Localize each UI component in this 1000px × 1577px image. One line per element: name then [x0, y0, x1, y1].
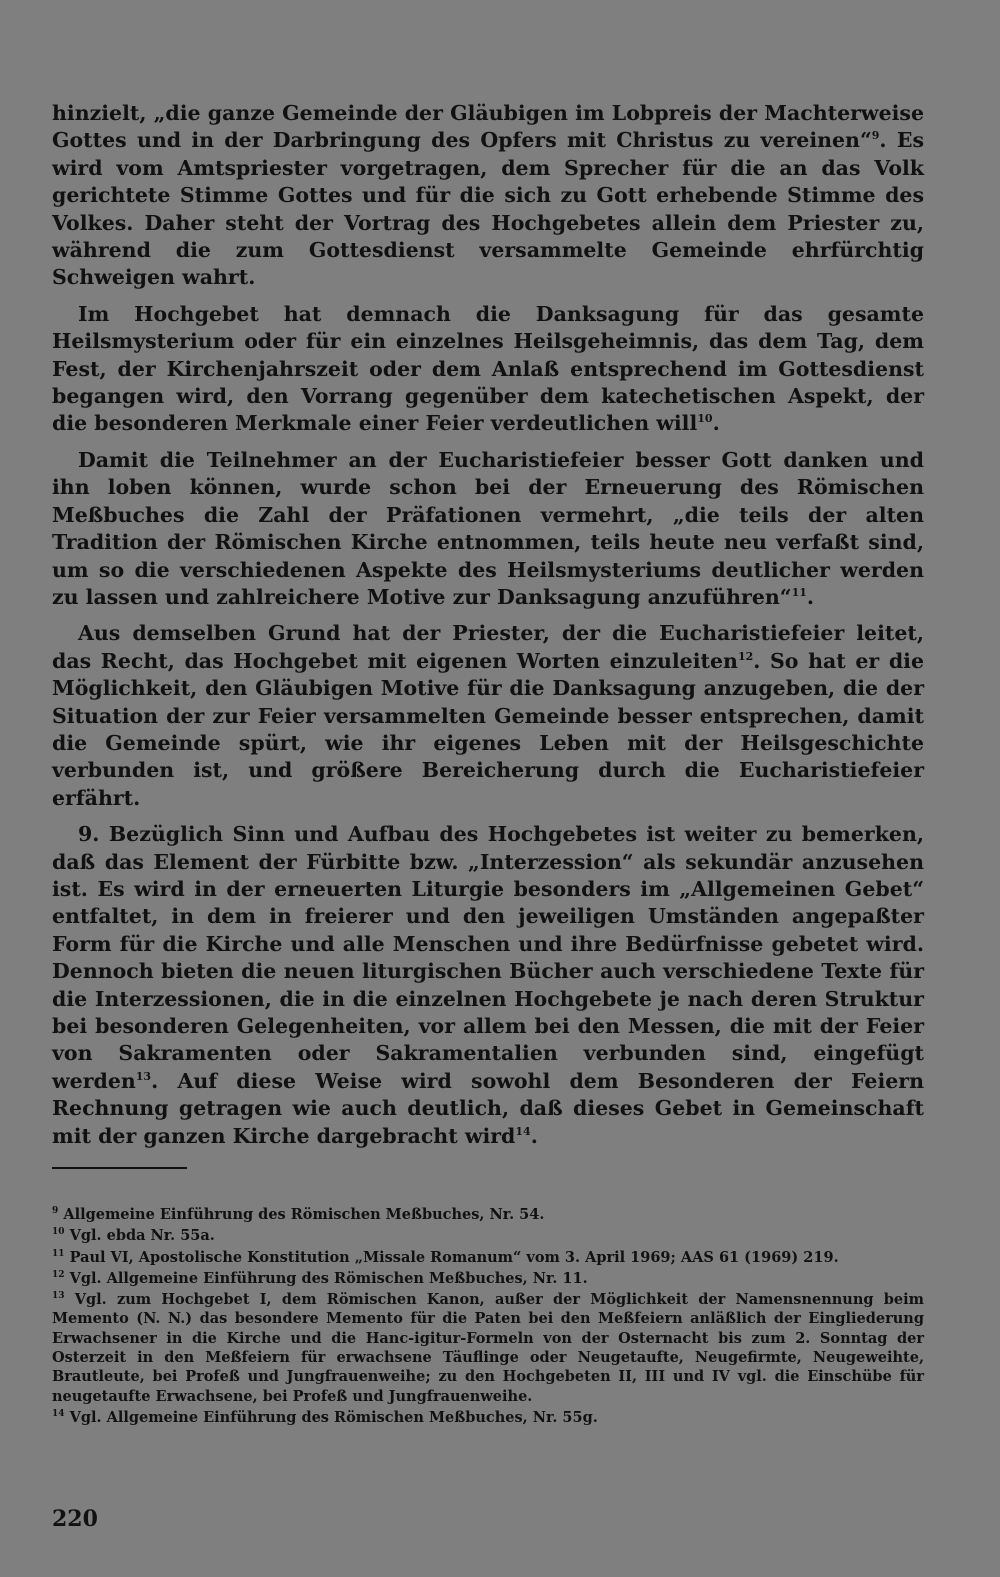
footnote: $^{14}$ Vgl. Allgemeine Einführung des Römischen Meßbuches, Nr. 55g. [52, 1408, 598, 1426]
footnote: $^{13}$ Vgl. zum Hochgebet I, dem Römischen Kanon, außer der Möglichkeit der Namensnennung beim Memento (N. N.) das besondere Memento für die Paten bei den Meßfeiern anläßlich der Eingliederung Erwachsener in die Kirche und die Hanc-igitur-Formeln von der Osternacht bis zum 2. Sonntag der Osterzeit in den Meßfeiern für erwachsene Täuflinge oder Neugetaufte, Neugefirmte, Neugeweihte, Brautleute, bei Profeß und Jungfrauenweihe; zu den Hochgebeten II, III und IV vgl. die Einschübe für neugetaufte Erwachsene, bei Profeß und Jungfrauenweihe. [52, 1291, 924, 1405]
paragraph-3: Damit die Teilnehmer an der Eucharistiefeier besser Gott danken und ihn loben können, wurde schon bei der Erneuerung des Römischen Meßbuches die Zahl der Präfationen vermehrt, „die teils der alten Tradition der Römischen Kirche entnommen, teils heute neu verfaßt sind, um so die verschiedenen Aspekte des Heilsmysteriums deutlicher werden zu lassen und zahlreichere Motive zur Danksagung anzuführen“$^{11}$. [52, 447, 924, 609]
footnote: $^{12}$ Vgl. Allgemeine Einführung des Römischen Meßbuches, Nr. 11. [52, 1269, 588, 1287]
footnote-divider [52, 1167, 187, 1169]
main-text [52, 100, 924, 1159]
page-number: 220 [52, 1506, 98, 1532]
footnote-ref-11: 11 [791, 586, 807, 600]
paragraph-1: hinzielt, „die ganze Gemeinde der Gläubigen im Lobpreis der Machterweise Gottes und in der Darbringung des Opfers mit Christus zu vereinen“$^9$. Es wird vom Amtspriester vorgetragen, dem Sprecher für die an das Volk gerichtete Stimme Gottes und für die sich zu Gott erhebende Stimme des Volkes. Daher steht der Vortrag des Hochgebetes allein dem Priester zu, während die zum Gottesdienst versammelte Gemeinde ehrfürchtig Schweigen wahrt. [52, 101, 924, 290]
paragraph-5: 9. Bezüglich Sinn und Aufbau des Hochgebetes ist weiter zu bemerken, daß das Element der Fürbitte bzw. „Interzession“ als sekundär anzusehen ist. Es wird in der erneuerten Liturgie besonders im „Allgemeinen Gebet“ entfaltet, in dem in freierer und den jeweiligen Umständen angepaßter Form für die Kirche und alle Menschen und ihre Bedürfnisse gebetet wird. Dennoch bieten die neuen liturgischen Bücher auch verschiedene Texte für die Interzessionen, die in die einzelnen Hochgebete je nach deren Struktur bei besonderen Gelegenheiten, vor allem bei den Messen, die mit der Feier von Sakramenten oder Sakramentalien verbunden sind, eingefügt werden$^{13}$. Auf diese Weise wird sowohl dem Besonderen der Feiern Rechnung getragen wie auch deutlich, daß dieses Gebet in Gemeinschaft mit der ganzen Kirche dargebracht wird$^{14}$. [52, 822, 924, 1148]
footnote-ref-13: 13 [135, 1069, 152, 1083]
paragraph-2: Im Hochgebet hat demnach die Danksagung für das gesamte Heilsmysterium oder für ein einzelnes Heilsgeheimnis, das dem Tag, dem Fest, der Kirchenjahrszeit oder dem Anlaß entsprechend im Gottesdienst begangen wird, den Vorrang gegenüber dem katechetischen Aspekt, der die besonderen Merkmale einer Feier verdeutlichen will$^{10}$. [52, 301, 924, 436]
footnotes [52, 1205, 924, 1429]
footnote-ref-10: 10 [697, 412, 713, 426]
footnote-ref-9: 9 [871, 129, 880, 143]
footnote: $^9$ Allgemeine Einführung des Römischen Meßbuches, Nr. 54. [52, 1206, 545, 1223]
footnote: $^{10}$ Vgl. ebda Nr. 55a. [52, 1227, 215, 1245]
paragraph-4: Aus demselben Grund hat der Priester, der die Eucharistiefeier leitet, das Recht, das Hochgebet mit eigenen Worten einzuleiten$^{12}$. So hat er die Möglichkeit, den Gläubigen Motive für die Danksagung anzugeben, die der Situation der zur Feier versammelten Gemeinde besser entsprechen, damit die Gemeinde spürt, wie ihr eigenes Leben mit der Heilsgeschichte verbunden ist, und größere Bereicherung durch die Eucharistiefeier erfährt. [52, 621, 925, 810]
footnote: $^{11}$ Paul VI, Apostolische Konstitution „Missale Romanum“ vom 3. April 1969; AAS 61 (1969) 219. [52, 1248, 839, 1266]
footnote-ref-12: 12 [737, 649, 754, 663]
footnote-ref-14: 14 [515, 1124, 531, 1138]
